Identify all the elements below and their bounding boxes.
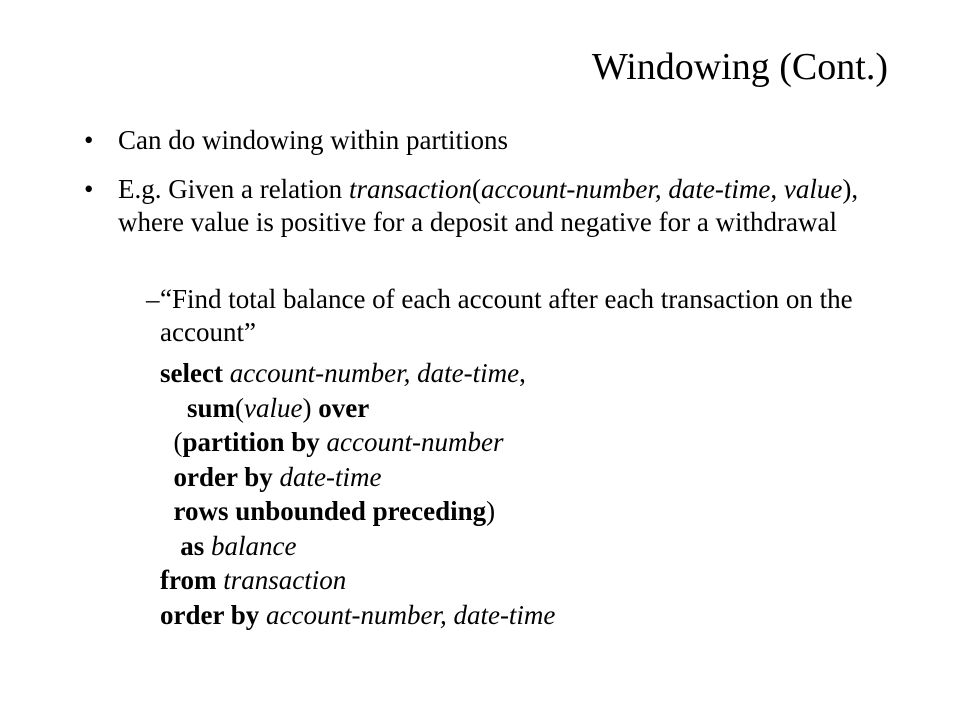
identifier-text: account-number, date-time, value xyxy=(480,174,843,204)
text-run: ) xyxy=(486,496,496,526)
identifier-text: account-number, date-time xyxy=(229,358,520,388)
sql-code-block xyxy=(160,356,555,632)
bullet-text: Can do windowing within partitions xyxy=(118,125,508,155)
sql-keyword: order by xyxy=(160,599,260,630)
text-run: ( xyxy=(235,392,245,423)
text-run: E.g. Given a relation xyxy=(118,174,349,204)
identifier-text: transaction xyxy=(348,174,472,204)
bullet-item-partitions xyxy=(84,124,874,157)
sub-bullet-mark: – xyxy=(146,284,160,314)
identifier-text: account-number xyxy=(326,427,504,457)
identifier-text: date-time xyxy=(279,461,382,492)
identifier-text: transaction xyxy=(223,565,347,595)
text-run xyxy=(204,531,211,561)
sub-bullet-text: “Find total balance of each account after each transaction on the account” xyxy=(160,284,853,347)
sql-line xyxy=(160,598,555,633)
text-run xyxy=(259,600,266,630)
identifier-text: balance xyxy=(211,530,297,561)
sql-indent xyxy=(160,427,174,457)
sql-line xyxy=(160,563,555,598)
text-run: ( xyxy=(471,174,481,204)
sql-line xyxy=(160,460,555,495)
sql-keyword: sum xyxy=(187,392,236,423)
sql-keyword: from xyxy=(160,565,217,595)
text-run: ), where value is positive for a deposit and negative for a withdrawal xyxy=(118,174,859,237)
text-run: , xyxy=(519,358,526,388)
bullet-item-example xyxy=(84,173,874,239)
sql-keyword: rows unbounded preceding xyxy=(173,496,487,526)
identifier-text: account-number, date-time xyxy=(266,599,556,630)
text-run: ) xyxy=(302,392,319,423)
text-run xyxy=(273,462,280,492)
sql-keyword: order by xyxy=(173,461,273,492)
text-run xyxy=(320,427,327,457)
sql-indent xyxy=(160,496,174,526)
sql-line xyxy=(160,494,555,529)
bullet-mark: • xyxy=(84,125,94,155)
sub-bullet-item-query xyxy=(146,283,866,349)
identifier-text: value xyxy=(244,392,303,423)
sql-line xyxy=(160,529,555,564)
text-run xyxy=(223,358,230,388)
sql-line xyxy=(160,391,555,426)
sql-keyword: partition by xyxy=(182,427,320,457)
sql-line xyxy=(160,425,555,460)
sql-indent xyxy=(160,462,174,492)
text-run: ( xyxy=(173,427,183,457)
sql-indent xyxy=(160,393,187,423)
sql-keyword: select xyxy=(160,358,223,388)
sql-keyword: over xyxy=(318,392,370,423)
sql-indent xyxy=(160,531,180,561)
sql-keyword: as xyxy=(180,530,205,561)
bullet-text xyxy=(118,173,874,239)
bullet-mark: • xyxy=(84,174,94,204)
sql-line xyxy=(160,356,555,391)
slide-title: Windowing (Cont.) xyxy=(591,46,888,88)
